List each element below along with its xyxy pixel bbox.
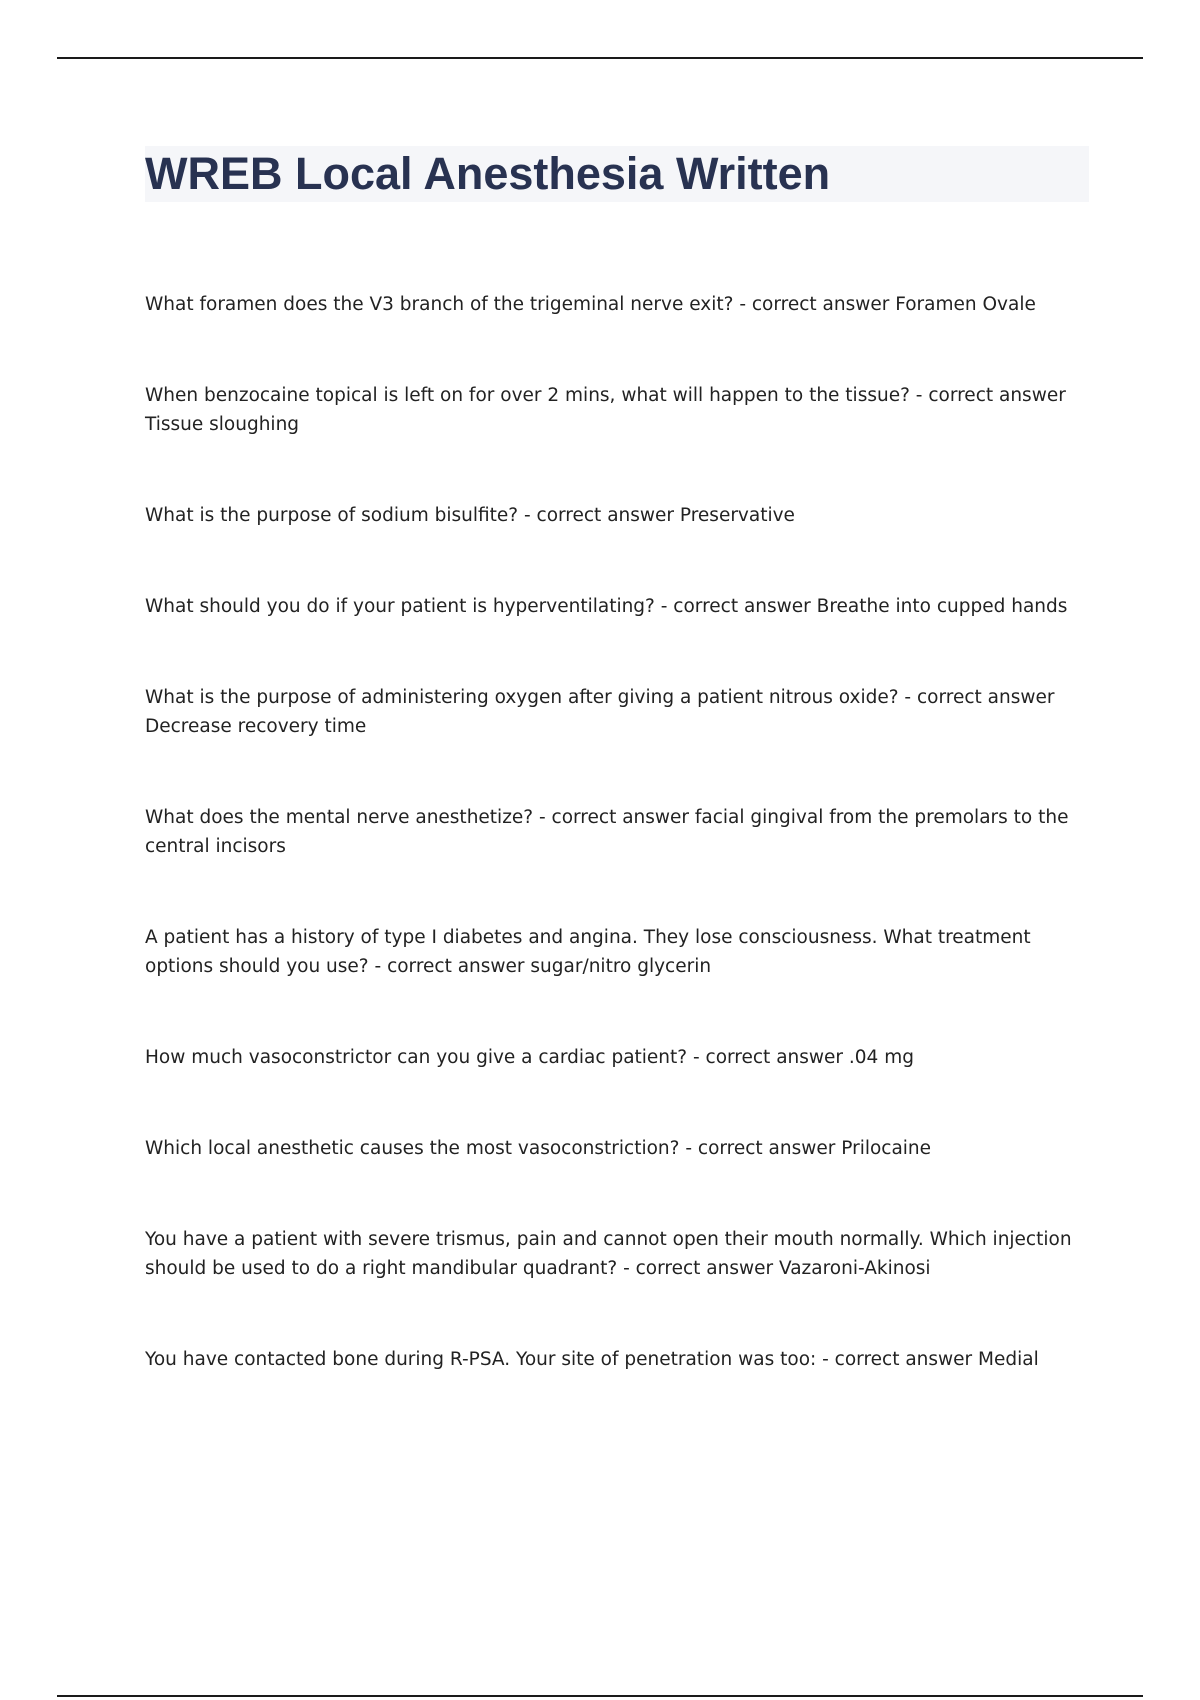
footer-rule bbox=[57, 1695, 1143, 1697]
qa-item: What does the mental nerve anesthetize? - correct answer facial gingival from the premolars to the central incisors bbox=[145, 807, 1069, 857]
qa-item: You have contacted bone during R-PSA. Your site of penetration was too: - correct answer Medial bbox=[145, 1349, 1039, 1370]
document-title: WREB Local Anesthesia Written bbox=[145, 148, 831, 199]
qa-item: What is the purpose of administering oxygen after giving a patient nitrous oxide? - correct answer Decrease recovery time bbox=[145, 687, 1055, 737]
qa-item: Which local anesthetic causes the most vasoconstriction? - correct answer Prilocaine bbox=[145, 1138, 932, 1159]
header-rule bbox=[57, 57, 1143, 59]
qa-item: What should you do if your patient is hyperventilating? - correct answer Breathe into cupped hands bbox=[145, 596, 1068, 617]
qa-item: A patient has a history of type I diabetes and angina. They lose consciousness. What treatment options should you use? - correct answer sugar/nitro glycerin bbox=[145, 927, 1031, 977]
qa-list bbox=[145, 290, 1075, 1436]
qa-item: What is the purpose of sodium bisulfite? - correct answer Preservative bbox=[145, 505, 795, 526]
qa-item: You have a patient with severe trismus, pain and cannot open their mouth normally. Which injection should be used to do a right mandibular quadrant? - correct answer Vazaroni-Akinosi bbox=[145, 1229, 1072, 1279]
qa-item: How much vasoconstrictor can you give a cardiac patient? - correct answer .04 mg bbox=[145, 1047, 914, 1068]
qa-item: When benzocaine topical is left on for over 2 mins, what will happen to the tissue? - correct answer Tissue sloughing bbox=[145, 385, 1066, 435]
qa-item: What foramen does the V3 branch of the trigeminal nerve exit? - correct answer Foramen Ovale bbox=[145, 294, 1036, 315]
